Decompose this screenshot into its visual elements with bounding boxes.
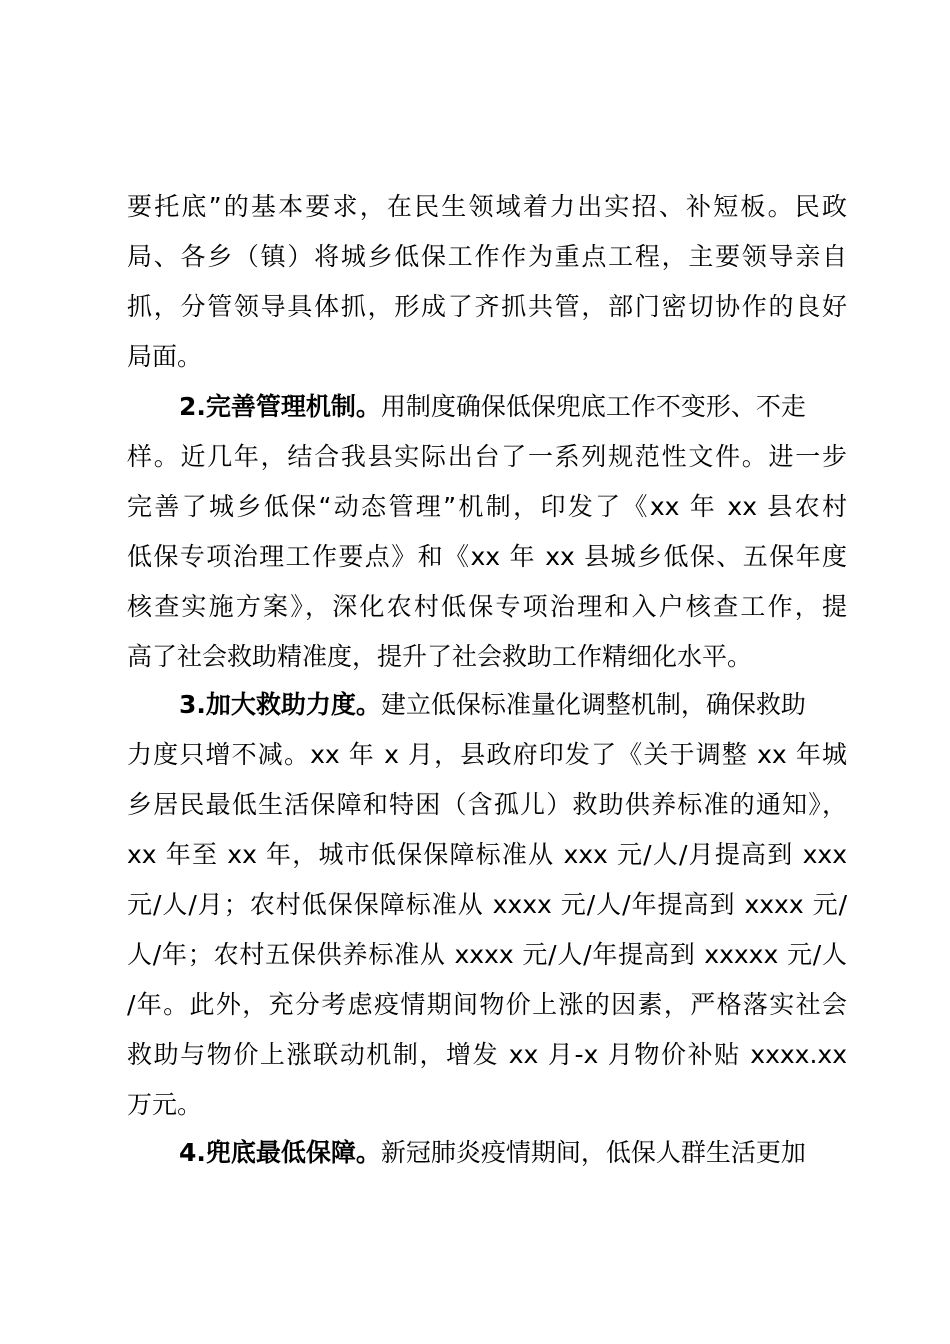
paragraph-line: 抓，分管领导具体抓，形成了齐抓共管，部门密切协作的良好: [127, 292, 847, 321]
paragraph-line: 核查实施方案》，深化农村低保专项治理和入户核查工作，提: [127, 592, 847, 621]
paragraph-first-line: [179, 688, 847, 722]
paragraph-line: 局面。: [127, 342, 203, 371]
paragraph-line: 低保专项治理工作要点》和《xx 年 xx 县城乡低保、五保年度: [127, 542, 847, 571]
paragraph-line: 完善了城乡低保“动态管理”机制，印发了《xx 年 xx 县农村: [127, 492, 847, 521]
paragraph-line: 样。近几年，结合我县实际出台了一系列规范性文件。进一步: [127, 442, 847, 471]
paragraph-line: 高了社会救助精准度，提升了社会救助工作精细化水平。: [127, 642, 753, 671]
paragraph-text: 新冠肺炎疫情期间，低保人群生活更加: [380, 1138, 806, 1167]
paragraph-first-line: [179, 1136, 847, 1170]
section-heading: 2.完善管理机制。: [179, 392, 381, 421]
paragraph-line: 局、各乡（镇）将城乡低保工作作为重点工程，主要领导亲自: [127, 242, 847, 271]
paragraph-line: 人/年；农村五保供养标准从 xxxx 元/人/年提高到 xxxxx 元/人: [127, 940, 847, 969]
paragraph-line: 乡居民最低生活保障和特困（含孤儿）救助供养标准的通知》，: [127, 790, 847, 819]
paragraph-line: 元/人/月；农村低保保障标准从 xxxx 元/人/年提高到 xxxx 元/: [127, 890, 847, 919]
paragraph-text: 用制度确保低保兜底工作不变形、不走: [380, 392, 806, 421]
paragraph-line: /年。此外，充分考虑疫情期间物价上涨的因素，严格落实社会: [127, 990, 847, 1019]
paragraph-line: xx 年至 xx 年，城市低保保障标准从 xxx 元/人/月提高到 xxx: [127, 840, 847, 869]
paragraph-line: 要托底”的基本要求，在民生领域着力出实招、补短板。民政: [127, 192, 847, 221]
paragraph-first-line: [179, 390, 847, 424]
paragraph-line: 力度只增不减。xx 年 x 月，县政府印发了《关于调整 xx 年城: [127, 740, 847, 769]
section-heading: 3.加大救助力度。: [179, 690, 381, 719]
section-heading: 4.兜底最低保障。: [179, 1138, 381, 1167]
paragraph-line: 救助与物价上涨联动机制，增发 xx 月-x 月物价补贴 xxxx.xx: [127, 1040, 847, 1069]
paragraph-text: 建立低保标准量化调整机制，确保救助: [380, 690, 806, 719]
paragraph-line: 万元。: [127, 1090, 203, 1119]
